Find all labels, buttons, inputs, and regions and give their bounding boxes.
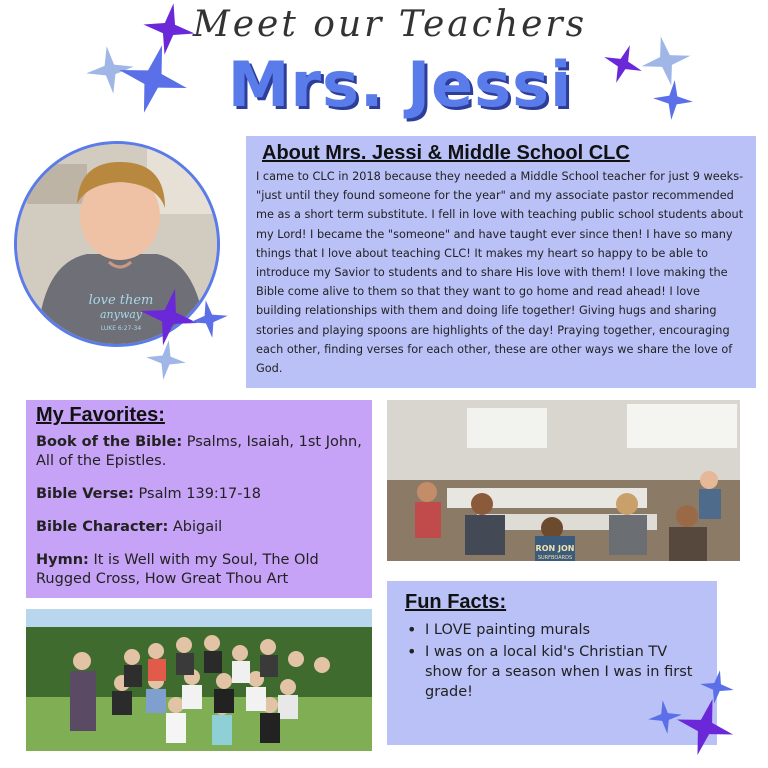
favorite-item	[36, 433, 362, 471]
list-item: • I was on a local kid's Christian TV show for a season when I was in first grade!	[405, 642, 699, 702]
favorites-heading: My Favorites:	[36, 404, 165, 426]
fun-facts-list	[405, 620, 699, 702]
about-heading: About Mrs. Jessi & Middle School CLC	[262, 142, 630, 164]
classroom-photo	[387, 400, 740, 561]
favorite-label: Book of the Bible:	[36, 434, 183, 450]
shirt-text: SURFBOARDS	[537, 555, 573, 561]
favorites-panel	[26, 400, 372, 598]
page-title: Mrs. Jessi	[227, 48, 573, 121]
list-item: • I LOVE painting murals	[405, 620, 699, 640]
fun-facts-heading: Fun Facts:	[405, 591, 507, 613]
shirt-text: LUKE 6:27-34	[100, 325, 142, 332]
favorite-label: Bible Verse:	[36, 486, 134, 502]
about-panel	[246, 136, 756, 388]
favorite-value: Psalms, Isaiah, 1st John, All of the Epistles.	[36, 434, 362, 469]
star-icon	[641, 36, 691, 86]
favorite-label: Hymn:	[36, 552, 89, 568]
favorite-value: Psalm 139:17-18	[138, 486, 261, 502]
about-text: I came to CLC in 2018 because they needed a Middle School teacher for just 9 weeks-"just until they found someone for the year" and my associate pastor recommended me as a short term substitute. I fell in love with teaching public school students about my Lord! I became the "someone" and have taught ever since then! I have so many things that I love about teaching CLC! It makes my heart so happy to be able to introduce my Savior to students and to share His love with them! I love making the Bible come alive to them so that they want to go home and read ahead! I love building relationships with them and doing life together! Giving hugs and sharing stories and playing spoons are highlights of the day! Praying together, encouraging each other, finding verses for each other, these are other ways we share the love of God.	[256, 170, 744, 376]
favorite-item	[36, 518, 362, 537]
page-subtitle: Meet our Teachers	[192, 4, 588, 45]
star-icon	[190, 300, 228, 338]
star-icon	[118, 44, 188, 114]
star-icon	[603, 44, 643, 84]
shirt-text: love them	[88, 293, 154, 308]
favorite-label: Bible Character:	[36, 519, 169, 535]
star-icon	[653, 80, 693, 120]
favorite-value: Abigail	[172, 519, 223, 535]
shirt-text: anyway	[99, 308, 143, 321]
star-icon	[146, 340, 186, 380]
group-photo	[26, 609, 372, 751]
favorite-item	[36, 551, 362, 589]
favorite-value: It is Well with my Soul, The Old Rugged Cross, How Great Thou Art	[36, 552, 319, 587]
star-icon	[676, 698, 734, 756]
favorite-item	[36, 485, 362, 504]
shirt-text: RON JON	[535, 544, 575, 553]
